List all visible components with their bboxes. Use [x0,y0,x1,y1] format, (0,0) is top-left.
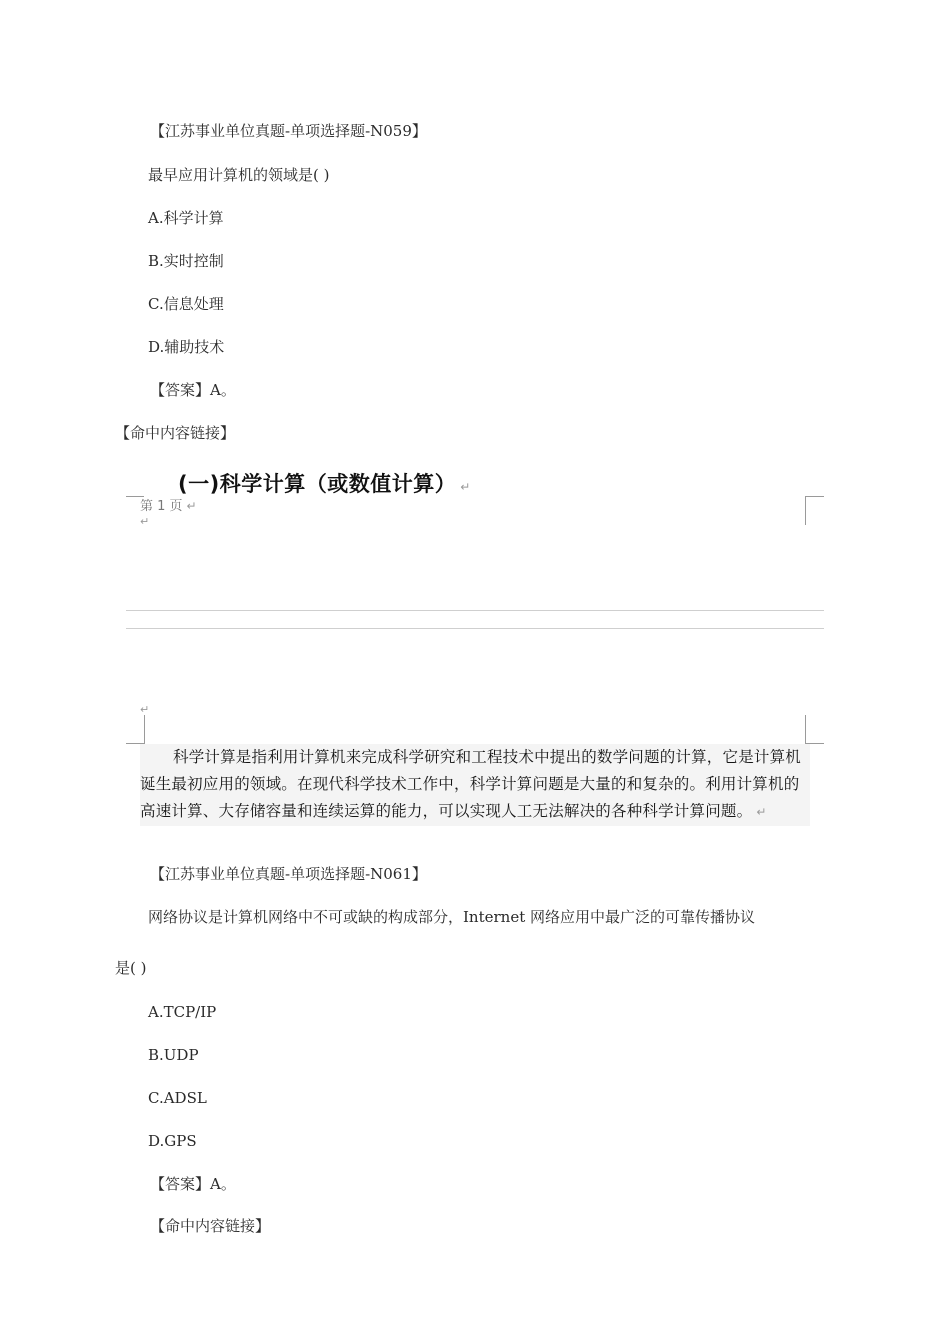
page-corner-bottom-right [805,715,824,744]
content-link-label: 【命中内容链接】 [115,424,236,442]
paragraph-mark-icon: ↵ [140,703,150,716]
option-b: B.实时控制 [148,252,224,270]
question-stem-continued: 是( ) [115,959,147,977]
question-tag: 【江苏事业单位真题-单项选择题-N061】 [150,865,427,883]
page-break-line [126,628,824,629]
option-b: B.UDP [148,1046,199,1064]
content-link-label: 【命中内容链接】 [150,1217,271,1235]
option-d: D.GPS [148,1132,197,1150]
question-stem: 网络协议是计算机网络中不可或缺的构成部分，Internet 网络应用中最广泛的可靠传播协议 [148,908,755,926]
question-stem: 最早应用计算机的领域是( ) [148,166,330,184]
screenshot-heading [178,468,471,498]
answer: 【答案】A。 [150,1175,236,1193]
option-a: A.科学计算 [148,209,224,227]
answer: 【答案】A。 [150,381,236,399]
paragraph-mark-icon: ↵ [186,499,197,513]
page-corner-top-right [805,496,824,525]
option-c: C.ADSL [148,1089,207,1107]
page-break-line [126,610,824,611]
paragraph-mark-icon: ↵ [756,805,767,819]
screenshot-paragraph-text: 科学计算是指利用计算机来完成科学研究和工程技术中提出的数学问题的计算，它是计算机诞生最初应用的领域。在现代科学技术工作中，科学计算问题是大量的和复杂的。利用计算机的高速计算、大存储容量和连续运算的能力，可以实现人工无法解决的各种科学计算问题。 [140,748,802,820]
option-c: C.信息处理 [148,295,224,313]
option-a: A.TCP/IP [148,1003,217,1021]
question-tag: 【江苏事业单位真题-单项选择题-N059】 [150,122,427,140]
paragraph-mark-icon: ↵ [140,515,150,528]
option-d: D.辅助技术 [148,338,225,356]
screenshot-heading-text: (一)科学计算（或数值计算） [178,472,457,496]
screenshot-paragraph [140,744,810,826]
page-label [140,495,197,514]
page-label-text: 第 1 页 [140,499,183,514]
paragraph-mark-icon: ↵ [460,480,471,494]
page-corner-bottom-left [126,715,145,744]
